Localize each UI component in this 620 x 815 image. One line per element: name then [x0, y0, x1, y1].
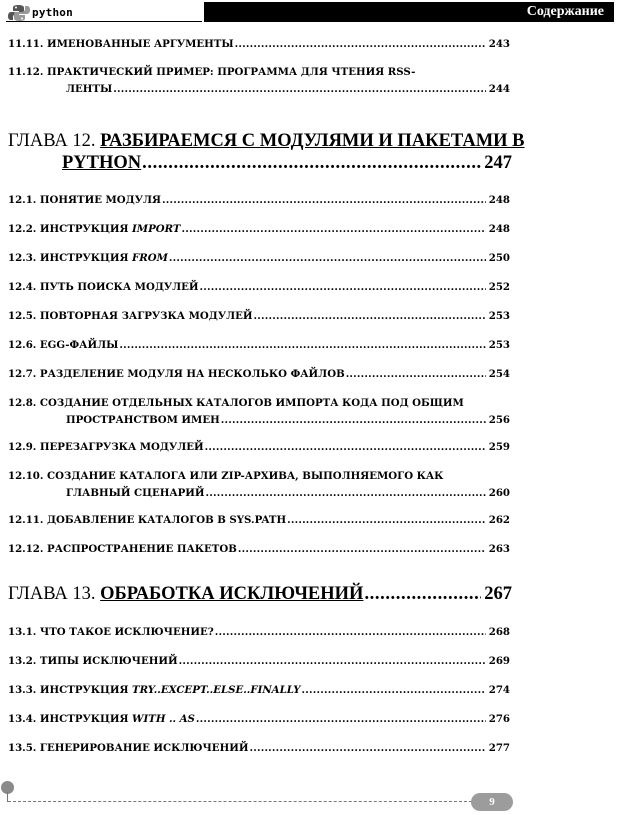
leader-dots — [238, 541, 486, 558]
entry-number: 12.3. — [8, 252, 37, 264]
entry-page: 248 — [488, 194, 510, 206]
toc-entry[interactable] — [8, 279, 510, 296]
entry-number: 11.12. — [8, 66, 44, 78]
leader-dots — [302, 682, 486, 699]
entry-keyword: TRY..EXCEPT..ELSE..FINALLY — [132, 684, 301, 696]
toc-entry[interactable] — [8, 512, 510, 529]
leader-dots — [179, 653, 486, 670]
entry-title: ЧТО ТАКОЕ ИСКЛЮЧЕНИЕ? — [39, 626, 214, 638]
chapter-title: РАЗБИРАЕМСЯ С МОДУЛЯМИ И ПАКЕТАМИ В — [100, 131, 525, 151]
entry-page: 254 — [488, 368, 510, 380]
leader-dots — [235, 36, 486, 53]
entry-number: 12.8. — [8, 397, 37, 409]
entry-number: 12.10. — [8, 470, 44, 482]
leader-dots — [254, 308, 486, 325]
chapter-title: ОБРАБОТКА ИСКЛЮЧЕНИЙ — [100, 584, 364, 604]
chapter-title-continued: PYTHON — [62, 153, 142, 173]
entry-title: ПУТЬ ПОИСКА МОДУЛЕЙ — [39, 281, 199, 293]
entry-page: 268 — [488, 626, 510, 638]
entry-title-continued: ПРОСТРАНСТВОМ ИМЕН — [66, 414, 220, 426]
leader-dots — [200, 279, 486, 296]
entry-page: 250 — [488, 252, 510, 264]
entry-page: 243 — [488, 38, 510, 50]
leader-dots — [206, 485, 486, 502]
entry-title: ГЕНЕРИРОВАНИЕ ИСКЛЮЧЕНИЙ — [39, 742, 249, 754]
entry-title: ТИПЫ ИСКЛЮЧЕНИЙ — [39, 655, 178, 667]
entry-page: 244 — [488, 83, 510, 95]
entry-page: 274 — [488, 684, 510, 696]
entry-page: 256 — [488, 414, 510, 426]
entry-title: ПРАКТИЧЕСКИЙ ПРИМЕР: ПРОГРАММА ДЛЯ ЧТЕНИЯ RSS- — [47, 66, 416, 78]
toc-entry[interactable] — [8, 711, 510, 728]
entry-number: 13.4. — [8, 713, 37, 725]
entry-page: 248 — [488, 223, 510, 235]
entry-page: 277 — [488, 742, 510, 754]
entry-keyword: FROM — [132, 252, 168, 264]
toc-entry[interactable] — [8, 468, 510, 502]
leader-dots — [142, 152, 481, 174]
entry-number: 12.6. — [8, 339, 37, 351]
entry-page: 262 — [488, 514, 510, 526]
leader-dots — [215, 624, 486, 641]
toc-entry[interactable] — [8, 337, 510, 354]
chapter-prefix: ГЛАВА 12. — [8, 131, 96, 151]
toc-entry[interactable] — [8, 250, 510, 267]
entry-title: ИНСТРУКЦИЯ — [39, 713, 129, 725]
entry-page: 252 — [488, 281, 510, 293]
entry-number: 12.2. — [8, 223, 37, 235]
entry-title: ИНСТРУКЦИЯ — [39, 252, 129, 264]
entry-title: ПЕРЕЗАГРУЗКА МОДУЛЕЙ — [39, 441, 204, 453]
leader-dots — [221, 412, 486, 429]
entry-title: СОЗДАНИЕ ОТДЕЛЬНЫХ КАТАЛОГОВ ИМПОРТА КОДА ПОД ОБЩИМ — [39, 397, 464, 409]
toc-entry[interactable] — [8, 192, 510, 209]
chapter-heading[interactable] — [8, 130, 525, 174]
toc-entry[interactable] — [8, 64, 510, 98]
leader-dots — [346, 366, 486, 383]
leader-dots — [169, 250, 486, 267]
toc-entry[interactable] — [8, 308, 510, 325]
toc-entry[interactable] — [8, 221, 510, 238]
entry-page: 276 — [488, 713, 510, 725]
entry-number: 12.9. — [8, 441, 37, 453]
brand-name: python — [32, 6, 73, 19]
section-title: Содержание — [204, 2, 614, 22]
entry-title-continued: ГЛАВНЫЙ СЦЕНАРИЙ — [66, 487, 205, 499]
entry-number: 12.4. — [8, 281, 37, 293]
toc-entry[interactable] — [8, 395, 510, 429]
chapter-heading[interactable] — [8, 583, 512, 605]
leader-dots — [287, 512, 486, 529]
entry-number: 12.12. — [8, 543, 44, 555]
leader-dots — [182, 221, 486, 238]
page-number: 9 — [471, 793, 513, 811]
entry-number: 11.11. — [8, 38, 44, 50]
toc-entry[interactable] — [8, 624, 510, 641]
toc-entry[interactable] — [8, 740, 510, 757]
entry-number: 13.3. — [8, 684, 37, 696]
chapter-page: 267 — [484, 584, 512, 604]
entry-number: 12.1. — [8, 194, 37, 206]
toc-entry[interactable] — [8, 682, 510, 699]
toc-entry[interactable] — [8, 36, 510, 53]
footer-divider — [8, 801, 472, 802]
entry-title: EGG-ФАЙЛЫ — [39, 339, 119, 351]
leader-dots — [205, 439, 486, 456]
entry-title: ИНСТРУКЦИЯ — [39, 684, 129, 696]
toc-entry[interactable] — [8, 541, 510, 558]
toc-entry[interactable] — [8, 366, 510, 383]
entry-number: 13.5. — [8, 742, 37, 754]
leader-dots — [162, 192, 486, 209]
leader-dots — [249, 740, 485, 757]
entry-title: ИМЕНОВАННЫЕ АРГУМЕНТЫ — [47, 38, 234, 50]
entry-title: ДОБАВЛЕНИЕ КАТАЛОГОВ В SYS.PATH — [47, 514, 287, 526]
entry-number: 12.7. — [8, 368, 37, 380]
toc-entry[interactable] — [8, 653, 510, 670]
entry-keyword: WITH .. AS — [132, 713, 195, 725]
entry-title: ИНСТРУКЦИЯ — [39, 223, 129, 235]
leader-dots — [119, 337, 485, 354]
entry-page: 259 — [488, 441, 510, 453]
chapter-prefix: ГЛАВА 13. — [8, 584, 96, 604]
leader-dots — [196, 711, 486, 728]
leader-dots — [113, 81, 486, 98]
entry-title: РАЗДЕЛЕНИЕ МОДУЛЯ НА НЕСКОЛЬКО ФАЙЛОВ — [39, 368, 345, 380]
leader-dots — [364, 583, 481, 605]
entry-number: 13.2. — [8, 655, 37, 667]
entry-page: 269 — [488, 655, 510, 667]
entry-number: 12.11. — [8, 514, 44, 526]
chapter-page: 247 — [484, 153, 512, 173]
entry-page: 260 — [488, 487, 510, 499]
entry-title: СОЗДАНИЕ КАТАЛОГА ИЛИ ZIP-АРХИВА, ВЫПОЛНЯЕМОГО КАК — [47, 470, 444, 482]
entry-title: ПОВТОРНАЯ ЗАГРУЗКА МОДУЛЕЙ — [39, 310, 253, 322]
entry-title: РАСПРОСТРАНЕНИЕ ПАКЕТОВ — [47, 543, 237, 555]
entry-number: 13.1. — [8, 626, 37, 638]
entry-page: 253 — [488, 339, 510, 351]
entry-keyword: IMPORT — [132, 223, 181, 235]
entry-title-continued: ЛЕНТЫ — [66, 83, 113, 95]
entry-page: 263 — [488, 543, 510, 555]
entry-title: ПОНЯТИЕ МОДУЛЯ — [39, 194, 161, 206]
entry-page: 253 — [488, 310, 510, 322]
entry-number: 12.5. — [8, 310, 37, 322]
toc-entry[interactable] — [8, 439, 510, 456]
